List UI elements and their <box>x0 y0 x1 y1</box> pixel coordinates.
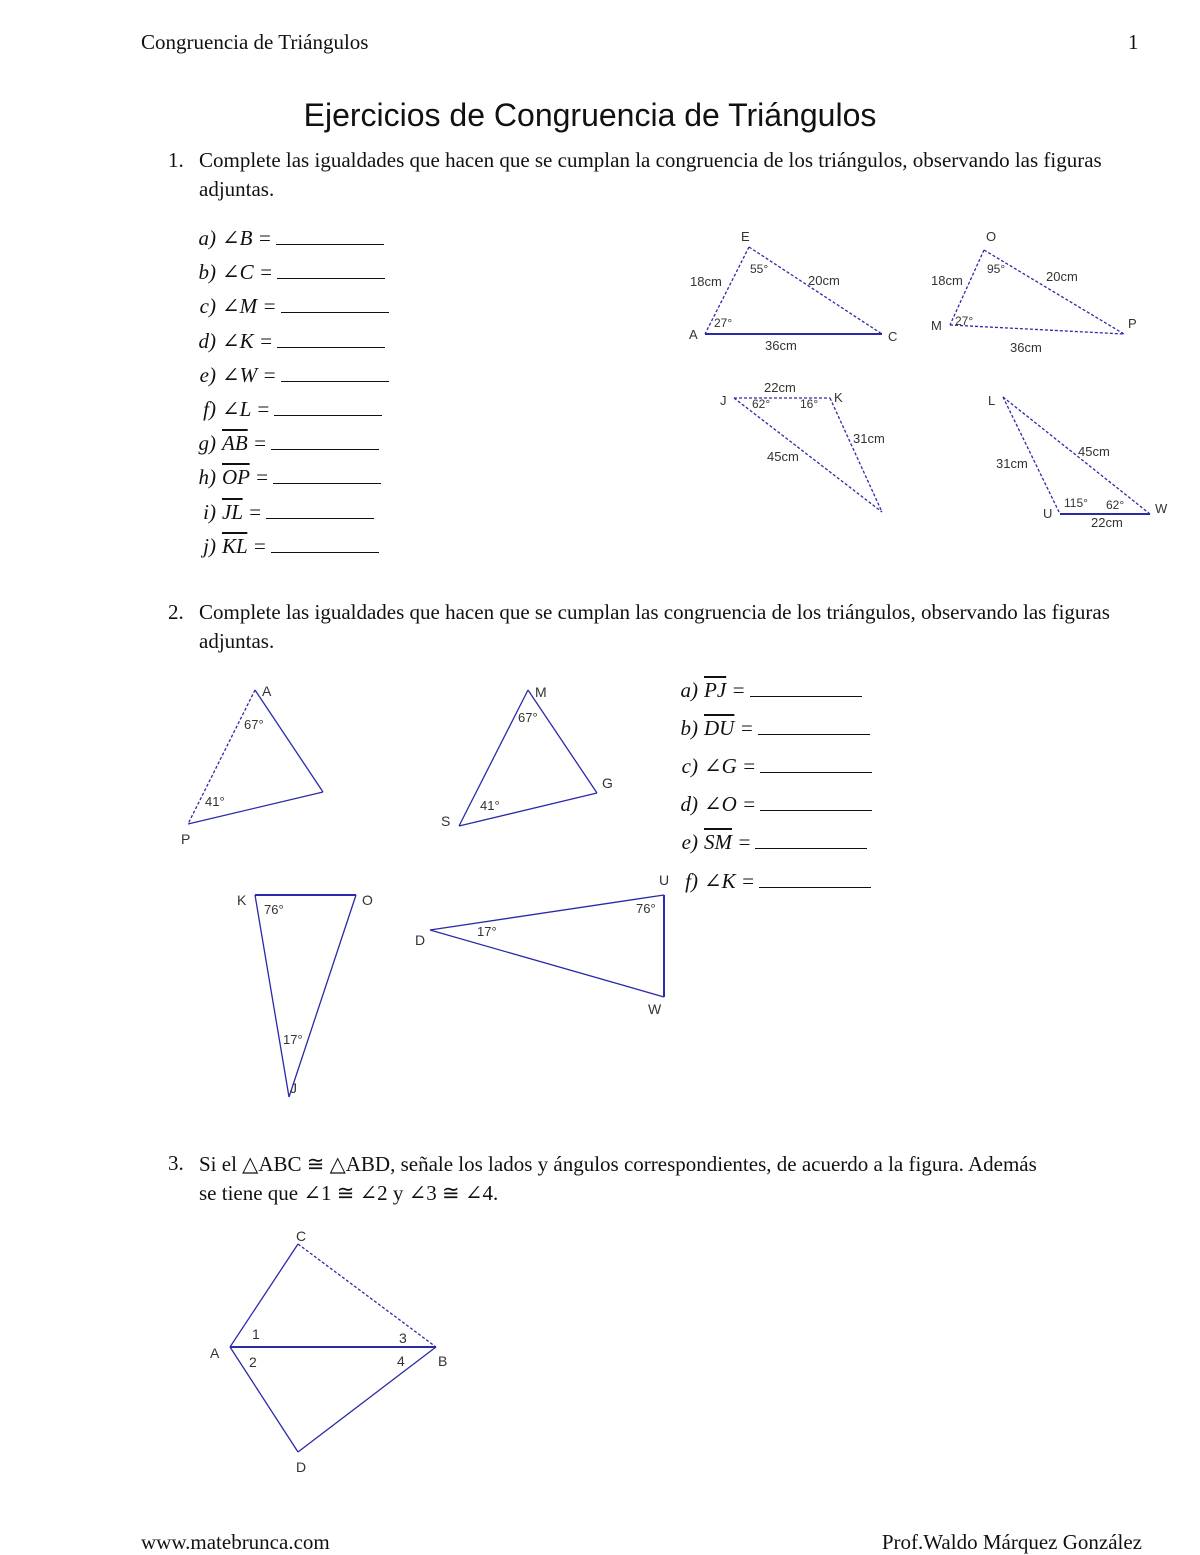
angle-k: 76° <box>264 902 284 917</box>
angle-o: 95° <box>987 262 1006 276</box>
angle-u: 115° <box>1064 496 1088 510</box>
vertex-l: L <box>988 393 996 408</box>
angle-p: 41° <box>205 794 225 809</box>
vertex-w: W <box>1155 501 1168 516</box>
vertex-m: M <box>535 684 547 700</box>
vertex-c: C <box>888 329 898 344</box>
question-2-text: Complete las igualdades que hacen que se cumplan las congruencia de los triángulos, observando las figuras adjuntas. <box>199 600 1110 653</box>
vertex-p: P <box>181 831 191 847</box>
side-k-length: 31cm <box>853 431 885 446</box>
question-1-number: 1. <box>168 148 184 172</box>
question-3-text-line1: Si el △ABC ≅ △ABD, señale los lados y ángulos correspondientes, de acuerdo a la figura. Además <box>199 1152 1037 1176</box>
side-j-length: 45cm <box>767 449 799 464</box>
side-op-length: 20cm <box>1046 269 1078 284</box>
q1-item-e: e) ∠W = <box>182 361 389 388</box>
angle-4-label: 4 <box>397 1353 405 1369</box>
q1-item-h: h) $\overline{OP}$ = <box>182 463 381 490</box>
angle-k: 16° <box>800 397 819 411</box>
vertex-o: O <box>362 892 373 908</box>
question-3-number: 3. <box>168 1151 184 1175</box>
angle-1-label: 1 <box>252 1326 260 1342</box>
footer-author: Prof.Waldo Márquez González <box>881 1530 1142 1554</box>
vertex-d: D <box>296 1459 307 1475</box>
angle-a: 27° <box>714 316 733 330</box>
kite-figure <box>210 1228 447 1475</box>
question-3-text-line2: se tiene que ∠1 ≅ ∠2 y ∠3 ≅ ∠4. <box>199 1181 499 1205</box>
vertex-u: U <box>1043 506 1053 521</box>
vertex-b: B <box>438 1353 448 1369</box>
angle-u: 76° <box>636 901 656 916</box>
vertex-u: U <box>659 872 670 888</box>
edge-cb <box>298 1244 436 1347</box>
running-header: Congruencia de Triángulos <box>141 30 369 54</box>
q2-item-a: a) $\overline{PJ}$ = <box>664 676 862 703</box>
q1-item-i: i) $\overline{JL}$ = <box>182 498 374 525</box>
angle-j: 17° <box>283 1032 303 1047</box>
vertex-j: J <box>720 393 727 408</box>
side-ac-length: 36cm <box>765 338 797 353</box>
angle-w: 62° <box>1106 498 1125 512</box>
edge-ad <box>230 1347 298 1452</box>
vertex-d: D <box>415 932 426 948</box>
vertex-c: C <box>296 1228 307 1244</box>
edge-ac <box>230 1244 298 1347</box>
angle-2-label: 2 <box>249 1354 257 1370</box>
side-mp-length: 36cm <box>1010 340 1042 355</box>
vertex-s: S <box>441 813 451 829</box>
vertex-a: A <box>262 683 272 699</box>
q1-item-b: b) ∠C = <box>182 258 385 285</box>
page-title: Ejercicios de Congruencia de Triángulos <box>303 97 877 133</box>
side-jk-length: 22cm <box>764 380 796 395</box>
q1-item-g: g) $\overline{AB}$ = <box>182 429 379 456</box>
q2-item-f: f) ∠K = <box>664 867 871 894</box>
page-number: 1 <box>1128 30 1139 54</box>
side-lw-length: 45cm <box>1078 444 1110 459</box>
q1-item-a: a) ∠B = <box>182 224 384 251</box>
footer-website: www.matebrunca.com <box>141 1530 330 1554</box>
vertex-k: K <box>237 892 247 908</box>
angle-s: 41° <box>480 798 500 813</box>
vertex-g: G <box>602 775 613 791</box>
vertex-k: K <box>834 390 843 405</box>
edge-db <box>298 1347 436 1452</box>
angle-e: 55° <box>750 262 769 276</box>
side-om-length: 18cm <box>931 273 963 288</box>
vertex-m: M <box>931 318 942 333</box>
angle-d: 17° <box>477 924 497 939</box>
q2-item-d: d) ∠O = <box>664 790 872 817</box>
q1-item-d: d) ∠K = <box>182 327 385 354</box>
vertex-w: W <box>648 1001 662 1017</box>
angle-3-label: 3 <box>399 1330 407 1346</box>
angle-m: 67° <box>518 710 538 725</box>
q1-item-c: c) ∠M = <box>182 292 389 319</box>
vertex-a: A <box>210 1345 220 1361</box>
q1-item-j: j) $\overline{KL}$ = <box>182 532 379 559</box>
side-ea-length: 18cm <box>690 274 722 289</box>
q2-item-c: c) ∠G = <box>664 752 872 779</box>
side-uw-length: 22cm <box>1091 515 1123 530</box>
vertex-j: J <box>290 1080 297 1096</box>
q2-item-e: e) $\overline{SM}$ = <box>664 828 867 855</box>
angle-a: 67° <box>244 717 264 732</box>
vertex-e: E <box>741 229 750 244</box>
q1-item-f: f) ∠L = <box>182 395 382 422</box>
vertex-a: A <box>689 327 698 342</box>
side-lu-length: 31cm <box>996 456 1028 471</box>
vertex-p: P <box>1128 316 1137 331</box>
angle-j: 62° <box>752 397 771 411</box>
angle-m: 27° <box>955 314 974 328</box>
question-2-number: 2. <box>168 600 184 624</box>
q2-item-b: b) $\overline{DU}$ = <box>664 714 870 741</box>
side-ec-length: 20cm <box>808 273 840 288</box>
question-1-text: Complete las igualdades que hacen que se cumplan la congruencia de los triángulos, observando las figuras adjuntas. <box>199 148 1102 201</box>
vertex-o: O <box>986 229 997 244</box>
